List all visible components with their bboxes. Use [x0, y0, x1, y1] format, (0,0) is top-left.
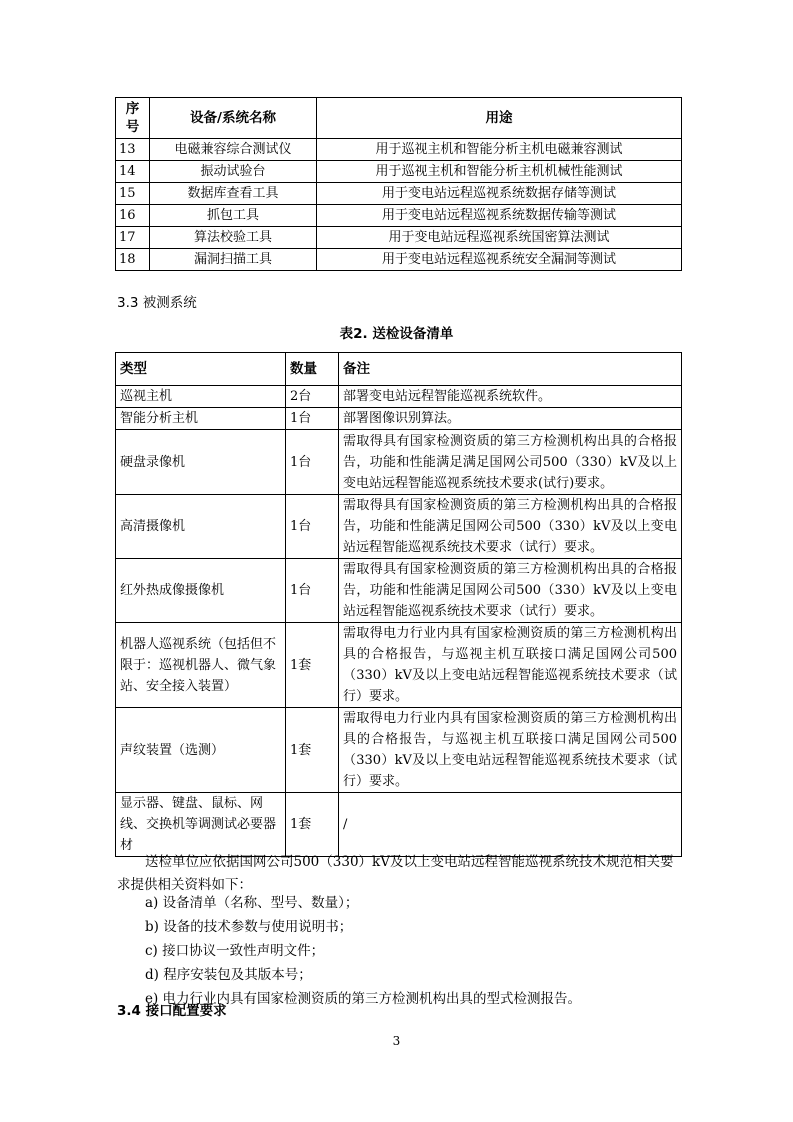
table-header-row	[116, 353, 682, 386]
table-row	[116, 793, 682, 857]
row-name: 漏洞扫描工具	[150, 249, 317, 271]
table-row	[116, 708, 682, 793]
row-name: 振动试验台	[150, 161, 317, 183]
row-qty: 1台	[286, 495, 339, 559]
materials-list	[145, 891, 581, 1011]
section-heading-3-4: 3.4 接口配置要求	[117, 1003, 227, 1019]
table-row	[116, 559, 682, 623]
header-type: 类型	[116, 353, 286, 386]
row-use: 用于巡视主机和智能分析主机机械性能测试	[317, 161, 682, 183]
row-index: 14	[116, 161, 150, 183]
table-row	[116, 430, 682, 495]
submission-equipment-table	[115, 352, 682, 857]
row-qty: 1台	[286, 430, 339, 495]
header-qty: 数量	[286, 353, 339, 386]
table-row	[116, 249, 682, 271]
table-header-row	[116, 98, 682, 139]
row-note: 部署图像识别算法。	[339, 408, 682, 430]
row-use: 用于变电站远程巡视系统数据存储等测试	[317, 183, 682, 205]
table-row	[116, 183, 682, 205]
table-row	[116, 386, 682, 408]
row-type: 巡视主机	[116, 386, 286, 408]
page-number: 3	[392, 1034, 401, 1048]
row-note: 需取得具有国家检测资质的第三方检测机构出具的合格报告，功能和性能满足国网公司500（330）kV及以上变电站远程智能巡视系统技术要求（试行）要求。	[339, 495, 682, 559]
table-row	[116, 227, 682, 249]
header-name: 设备/系统名称	[150, 98, 317, 139]
row-type: 显示器、键盘、鼠标、网线、交换机等调测试必要器材	[116, 793, 286, 857]
row-type: 高清摄像机	[116, 495, 286, 559]
row-qty: 1台	[286, 408, 339, 430]
table-row	[116, 205, 682, 227]
list-item: b) 设备的技术参数与使用说明书；	[145, 919, 353, 935]
table-row	[116, 623, 682, 708]
equipment-table	[115, 97, 682, 271]
row-use: 用于变电站远程巡视系统数据传输等测试	[317, 205, 682, 227]
table2-caption: 表2. 送检设备清单	[339, 326, 454, 342]
row-type: 硬盘录像机	[116, 430, 286, 495]
row-qty: 1台	[286, 559, 339, 623]
list-item: c) 接口协议一致性声明文件；	[145, 943, 325, 959]
row-use: 用于变电站远程巡视系统安全漏洞等测试	[317, 249, 682, 271]
row-type: 智能分析主机	[116, 408, 286, 430]
row-index: 18	[116, 249, 150, 271]
row-type: 红外热成像摄像机	[116, 559, 286, 623]
table-row	[116, 139, 682, 161]
row-note: 需取得具有国家检测资质的第三方检测机构出具的合格报告，功能和性能满足满足国网公司500（330）kV及以上变电站远程智能巡视系统技术要求(试行)要求。	[339, 430, 682, 495]
row-name: 算法校验工具	[150, 227, 317, 249]
row-note: 部署变电站远程智能巡视系统软件。	[339, 386, 682, 408]
requirements-paragraph: 送检单位应依据国网公司500（330）kV及以上变电站远程智能巡视系统技术规范相关要求提供相关资料如下：	[117, 854, 674, 893]
row-use: 用于巡视主机和智能分析主机电磁兼容测试	[317, 139, 682, 161]
row-name: 抓包工具	[150, 205, 317, 227]
row-index: 13	[116, 139, 150, 161]
section-heading-3-3: 3.3 被测系统	[117, 295, 197, 311]
table-row	[116, 408, 682, 430]
row-type: 声纹装置（选测）	[116, 708, 286, 793]
list-item: a) 设备清单（名称、型号、数量）；	[145, 895, 359, 911]
header-use: 用途	[317, 98, 682, 139]
row-type: 机器人巡视系统（包括但不限于：巡视机器人、微气象站、安全接入装置）	[116, 623, 286, 708]
row-note: 需取得电力行业内具有国家检测资质的第三方检测机构出具的合格报告，与巡视主机互联接口满足国网公司500（330）kV及以上变电站远程智能巡视系统技术要求（试行）要求。	[339, 623, 682, 708]
row-use: 用于变电站远程巡视系统国密算法测试	[317, 227, 682, 249]
list-item: d) 程序安装包及其版本号；	[145, 967, 312, 983]
table-row	[116, 161, 682, 183]
header-note: 备注	[339, 353, 682, 386]
row-qty: 1套	[286, 708, 339, 793]
row-note: /	[339, 793, 682, 857]
row-note: 需取得电力行业内具有国家检测资质的第三方检测机构出具的合格报告，与巡视主机互联接口满足国网公司500（330）kV及以上变电站远程智能巡视系统技术要求（试行）要求。	[339, 708, 682, 793]
table-row	[116, 495, 682, 559]
row-index: 17	[116, 227, 150, 249]
row-index: 16	[116, 205, 150, 227]
row-qty: 1套	[286, 793, 339, 857]
header-index: 序 号	[116, 98, 150, 139]
row-qty: 2台	[286, 386, 339, 408]
row-note: 需取得具有国家检测资质的第三方检测机构出具的合格报告，功能和性能满足国网公司500（330）kV及以上变电站远程智能巡视系统技术要求（试行）要求。	[339, 559, 682, 623]
row-name: 电磁兼容综合测试仪	[150, 139, 317, 161]
row-index: 15	[116, 183, 150, 205]
row-qty: 1套	[286, 623, 339, 708]
row-name: 数据库查看工具	[150, 183, 317, 205]
list-item: e) 电力行业内具有国家检测资质的第三方检测机构出具的型式检测报告。	[145, 991, 582, 1007]
